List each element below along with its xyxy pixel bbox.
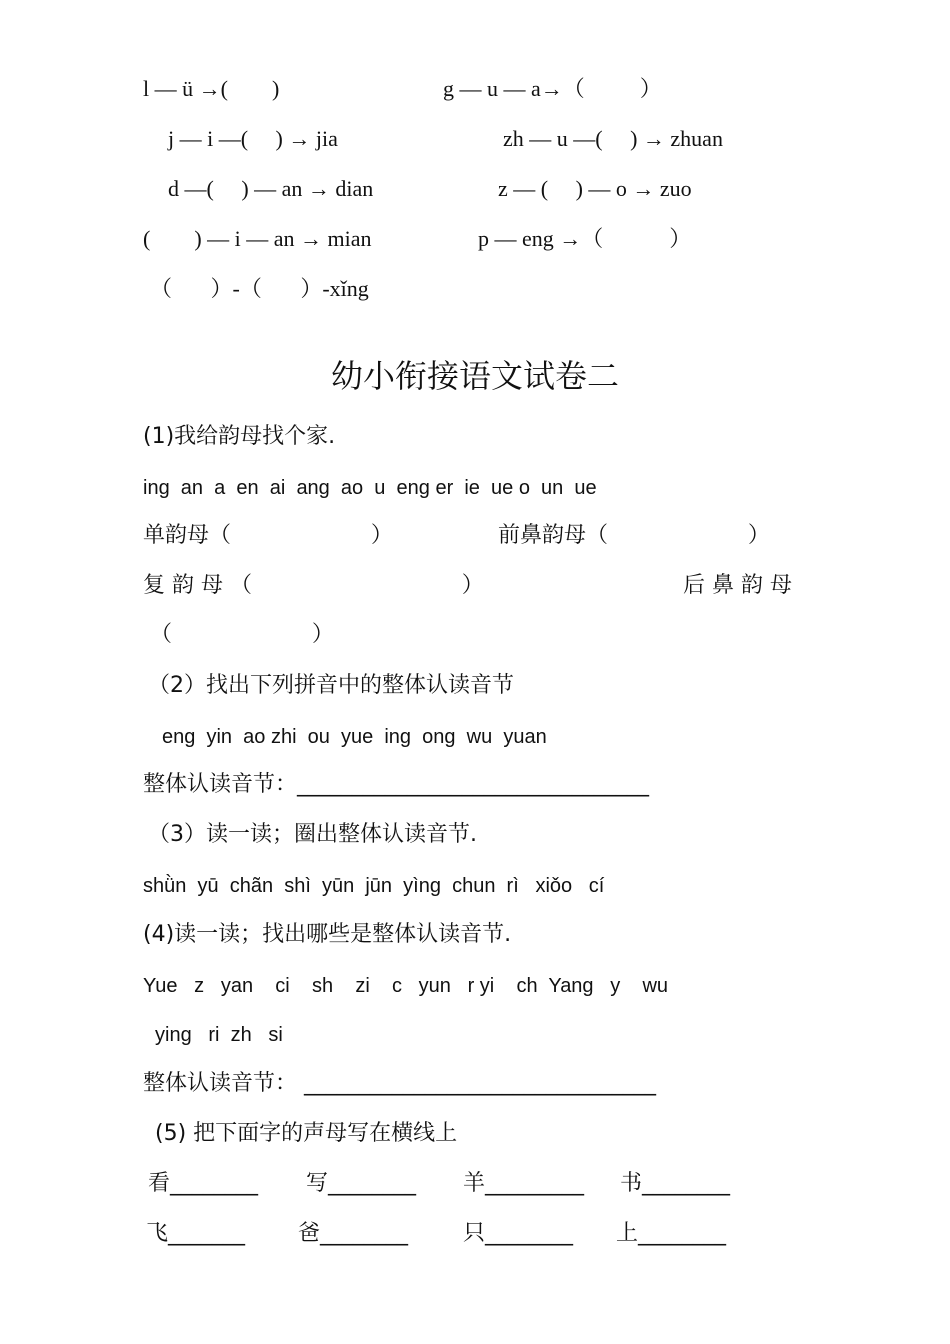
q4-answer-line: 整体认读音节： ________________________________ xyxy=(143,1071,656,1096)
exercise-row2-right: zh — u —( ) → zhuan xyxy=(503,126,723,151)
q5-char-fei: 飞_______ xyxy=(146,1221,246,1246)
q2-heading: （2）找出下列拼音中的整体认读音节 xyxy=(148,673,514,698)
exercise-row2-left: j — i —( ) → jia xyxy=(168,126,338,151)
q5-char-yang: 羊_________ xyxy=(463,1171,585,1196)
q1-compound-finals: 复 韵 母 （ ） xyxy=(143,573,484,598)
q1-back-nasal-blank: （ ） xyxy=(150,622,334,647)
q1-single-finals: 单韵母（ ） xyxy=(143,523,393,548)
q5-char-shang: 上________ xyxy=(616,1221,727,1246)
q1-finals-list: ing an a en ai ang ao u eng er ie ue o un ue xyxy=(143,477,597,499)
q1-front-nasal-finals: 前鼻韵母（ ） xyxy=(498,523,770,548)
q4-heading: (4)读一读；找出哪些是整体认读音节. xyxy=(143,922,512,947)
exercise-row3-left: d —( ) — an → dian xyxy=(168,176,374,201)
q2-answer-line: 整体认读音节：________________________________ xyxy=(143,772,650,797)
page-title: 幼小衔接语文试卷二 xyxy=(330,357,619,395)
q5-char-kan: 看________ xyxy=(148,1171,259,1196)
exercise-row4-right: p — eng →（ ） xyxy=(478,226,692,251)
q5-heading: (5) 把下面字的声母写在横线上 xyxy=(155,1121,458,1146)
exercise-row1-right: g — u — a→（ ） xyxy=(443,76,662,101)
q1-back-nasal-label: 后 鼻 韵 母 xyxy=(683,573,792,598)
q5-char-xie: 写________ xyxy=(306,1171,417,1196)
q3-heading: （3）读一读；圈出整体认读音节. xyxy=(148,822,477,847)
q2-syllables: eng yin ao zhi ou yue ing ong wu yuan xyxy=(162,726,547,748)
exercise-row1-left: l — ü →( ) xyxy=(143,76,280,101)
q3-syllables: shǜn yū chãn shì yūn jūn yìng chun rì xiǒo cí xyxy=(143,875,605,897)
q5-char-ba: 爸________ xyxy=(298,1221,409,1246)
exercise-row3-right: z — ( ) — o → zuo xyxy=(498,176,692,201)
q1-heading: (1)我给韵母找个家. xyxy=(143,424,336,449)
exercise-row4-left: ( ) — i — an → mian xyxy=(143,226,372,251)
q5-char-zhi: 只________ xyxy=(463,1221,574,1246)
q4-syllables-line1: Yue z yan ci sh zi c yun r yi ch Yang y wu xyxy=(143,975,669,997)
q5-char-shu: 书________ xyxy=(620,1171,731,1196)
q4-syllables-line2: ying ri zh si xyxy=(155,1024,283,1046)
exercise-row5: （ ）-（ ）-xǐng xyxy=(150,276,369,301)
